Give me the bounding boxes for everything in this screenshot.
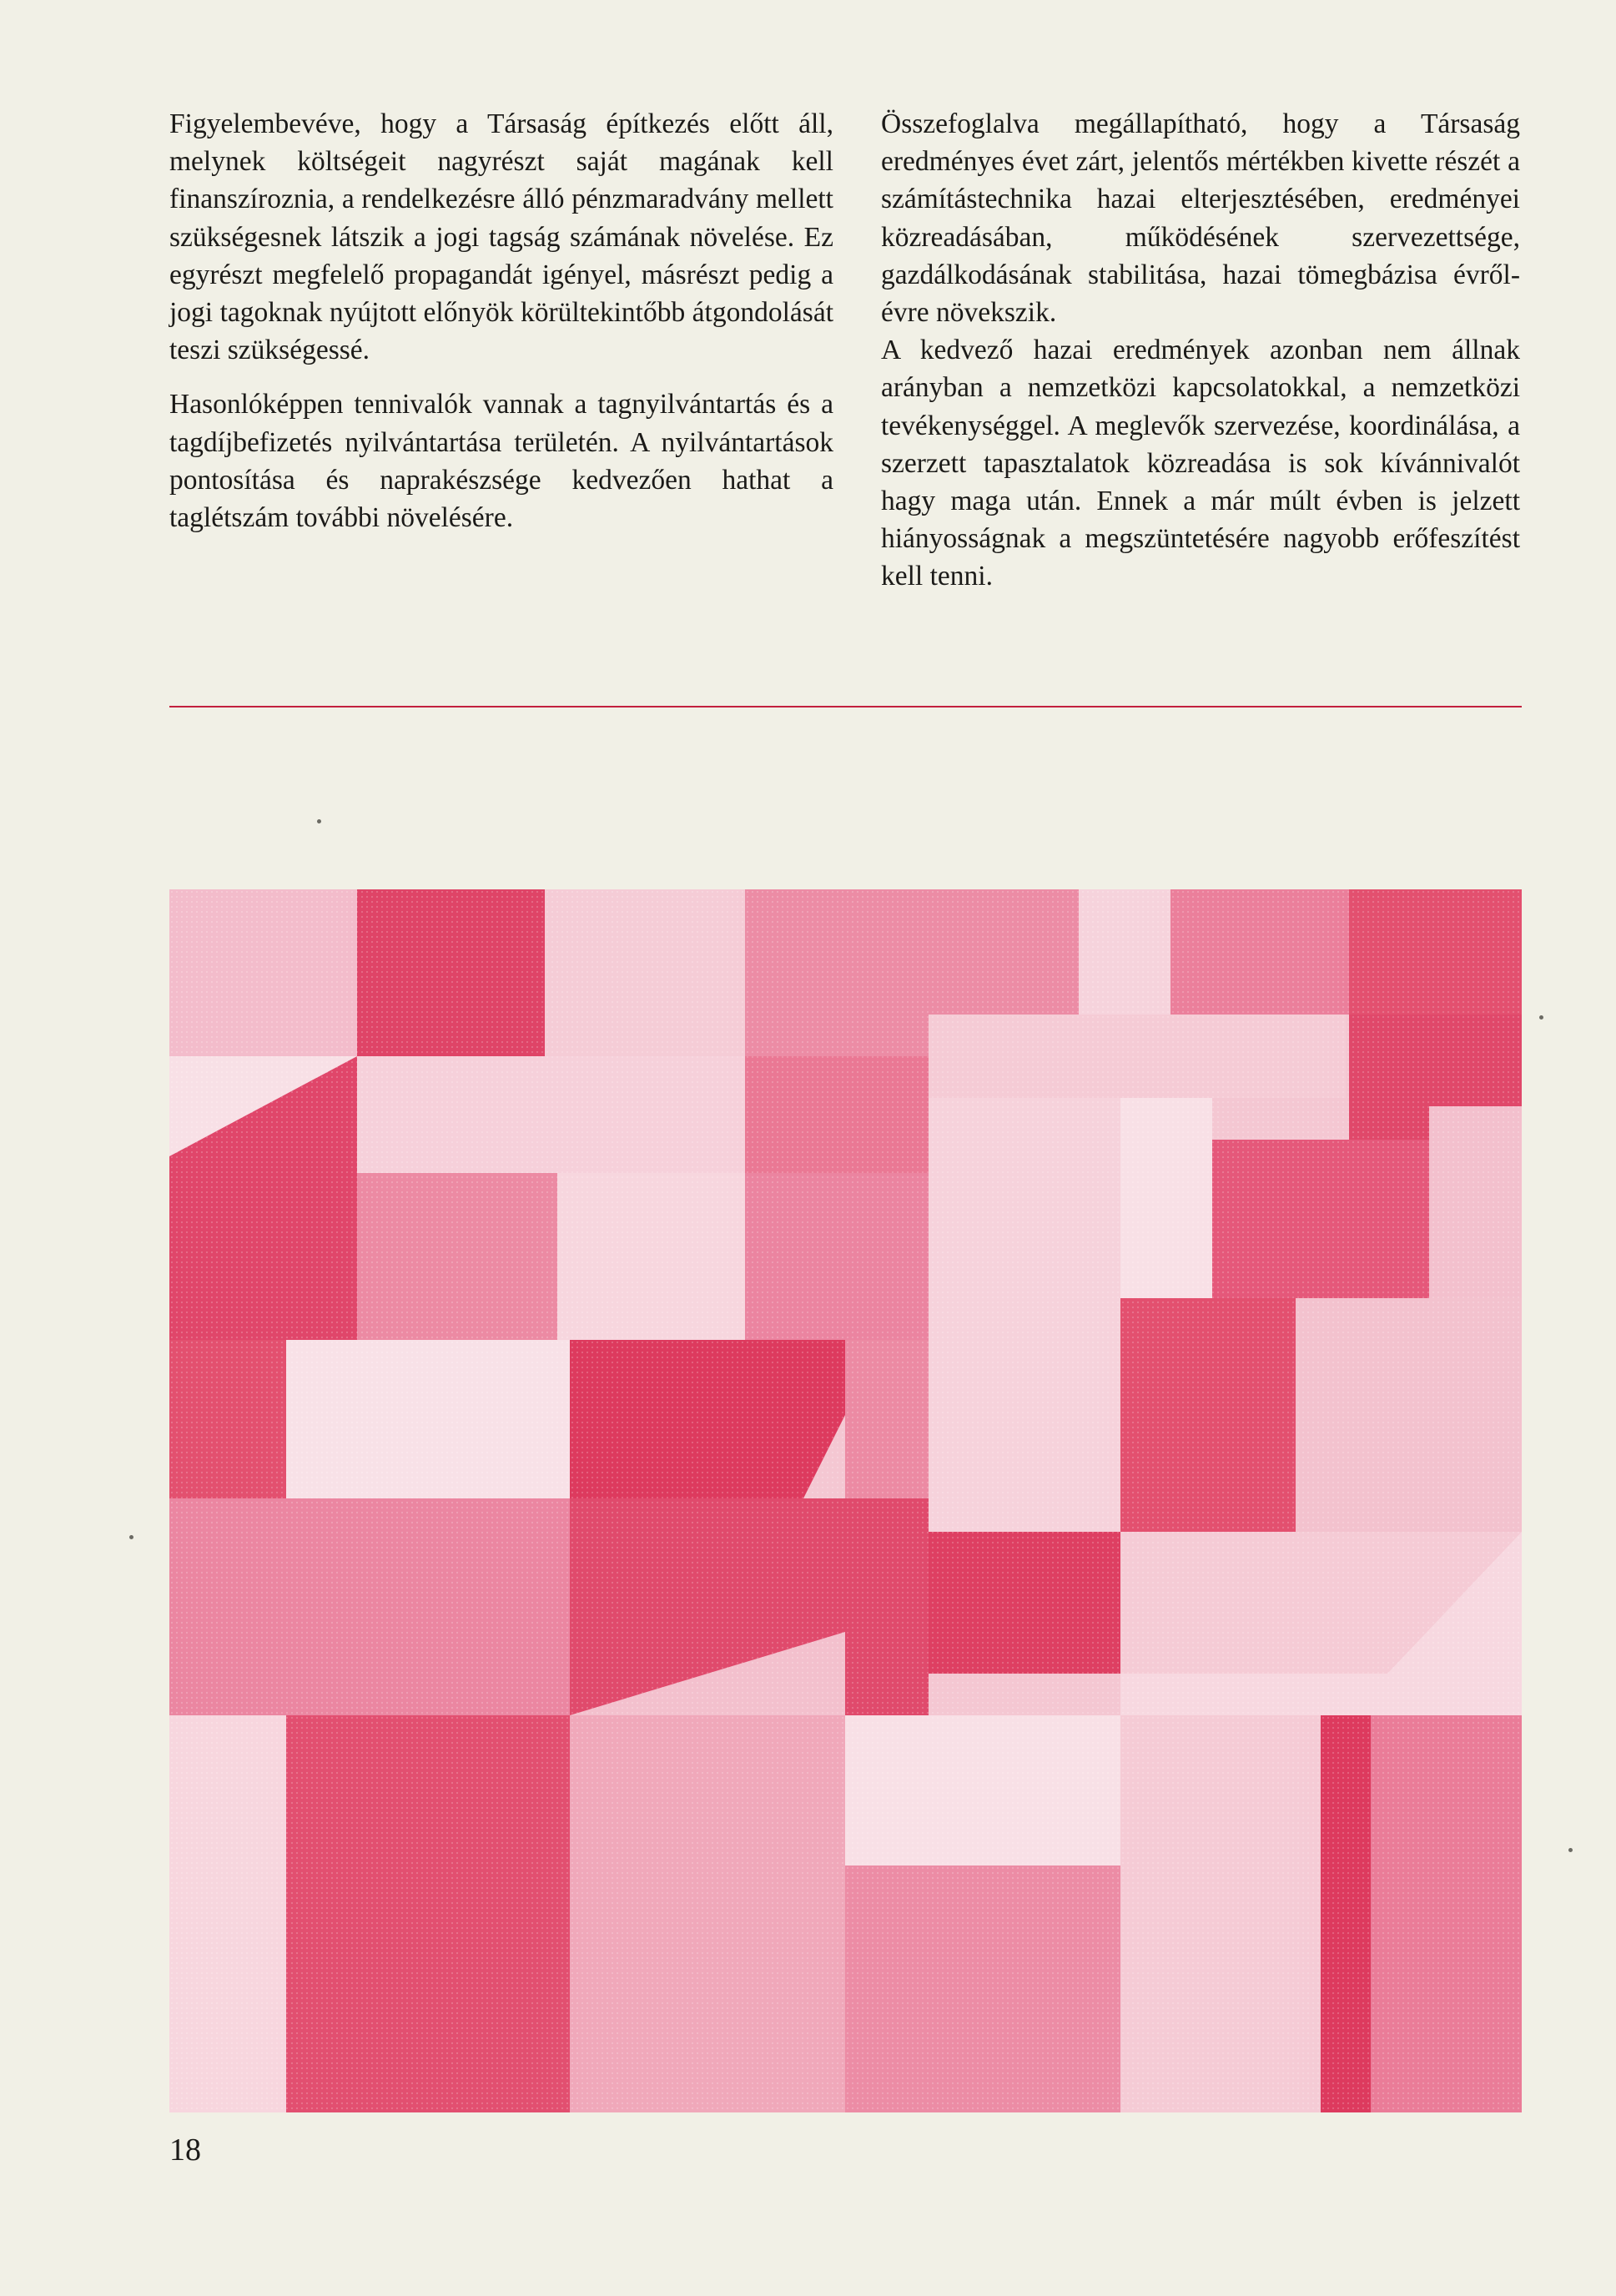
left-text-column [169,105,833,536]
geometric-abstract-pattern-icon [169,889,1522,2112]
section-divider-rule [169,706,1522,707]
right-paragraph-1: Összefoglalva megállapítható, hogy a Társaság eredményes évet zárt, jelentős mértékben kivette részét a számítástechnika hazai elterjesztésében, eredményei közreadásában, működésének szervezettsége, gazdálkodásának stabilitása, hazai tömegbázisa évről-évre növekszik. [881,108,1520,329]
print-speck [1568,1848,1573,1852]
print-speck [317,819,321,823]
left-paragraph-1: Figyelembevéve, hogy a Társaság építkezés előtt áll, melynek költségeit nagyrészt saját magának kell finanszíroznia, a rendelkezésre álló pénzmaradvány mellett szükségesnek látszik a jogi tagság számának növelése. Ez egyrészt megfelelő propagandát igényel, másrészt pedig a jogi tagoknak nyújtott előnyök körültekintőbb átgondolását teszi szükségessé. [169,108,833,366]
page-number: 18 [169,2132,201,2168]
right-paragraph-2: A kedvező hazai eredmények azonban nem állnak arányban a nemzetközi kapcsolatokkal, a nemzetközi tevékenységgel. A meglevők szervezése, koordinálása, a szerzett tapasztalatok közreadása is sok kívánnivalót hagy maga után. Ennek a már múlt évben is jelzett hiányosságnak a megszüntetésére nagyobb erőfeszítést kell tenni. [881,335,1520,592]
left-paragraph-2: Hasonlóképpen tennivalók vannak a tagnyilvántartás és a tagdíjbefizetés nyilvántartása területén. A nyilvántartások pontosítása és naprakészsége kedvezően hathat a taglétszám további növelésére. [169,389,833,534]
right-text-column [881,105,1520,596]
print-speck [1539,1015,1543,1020]
print-speck [129,1535,133,1539]
